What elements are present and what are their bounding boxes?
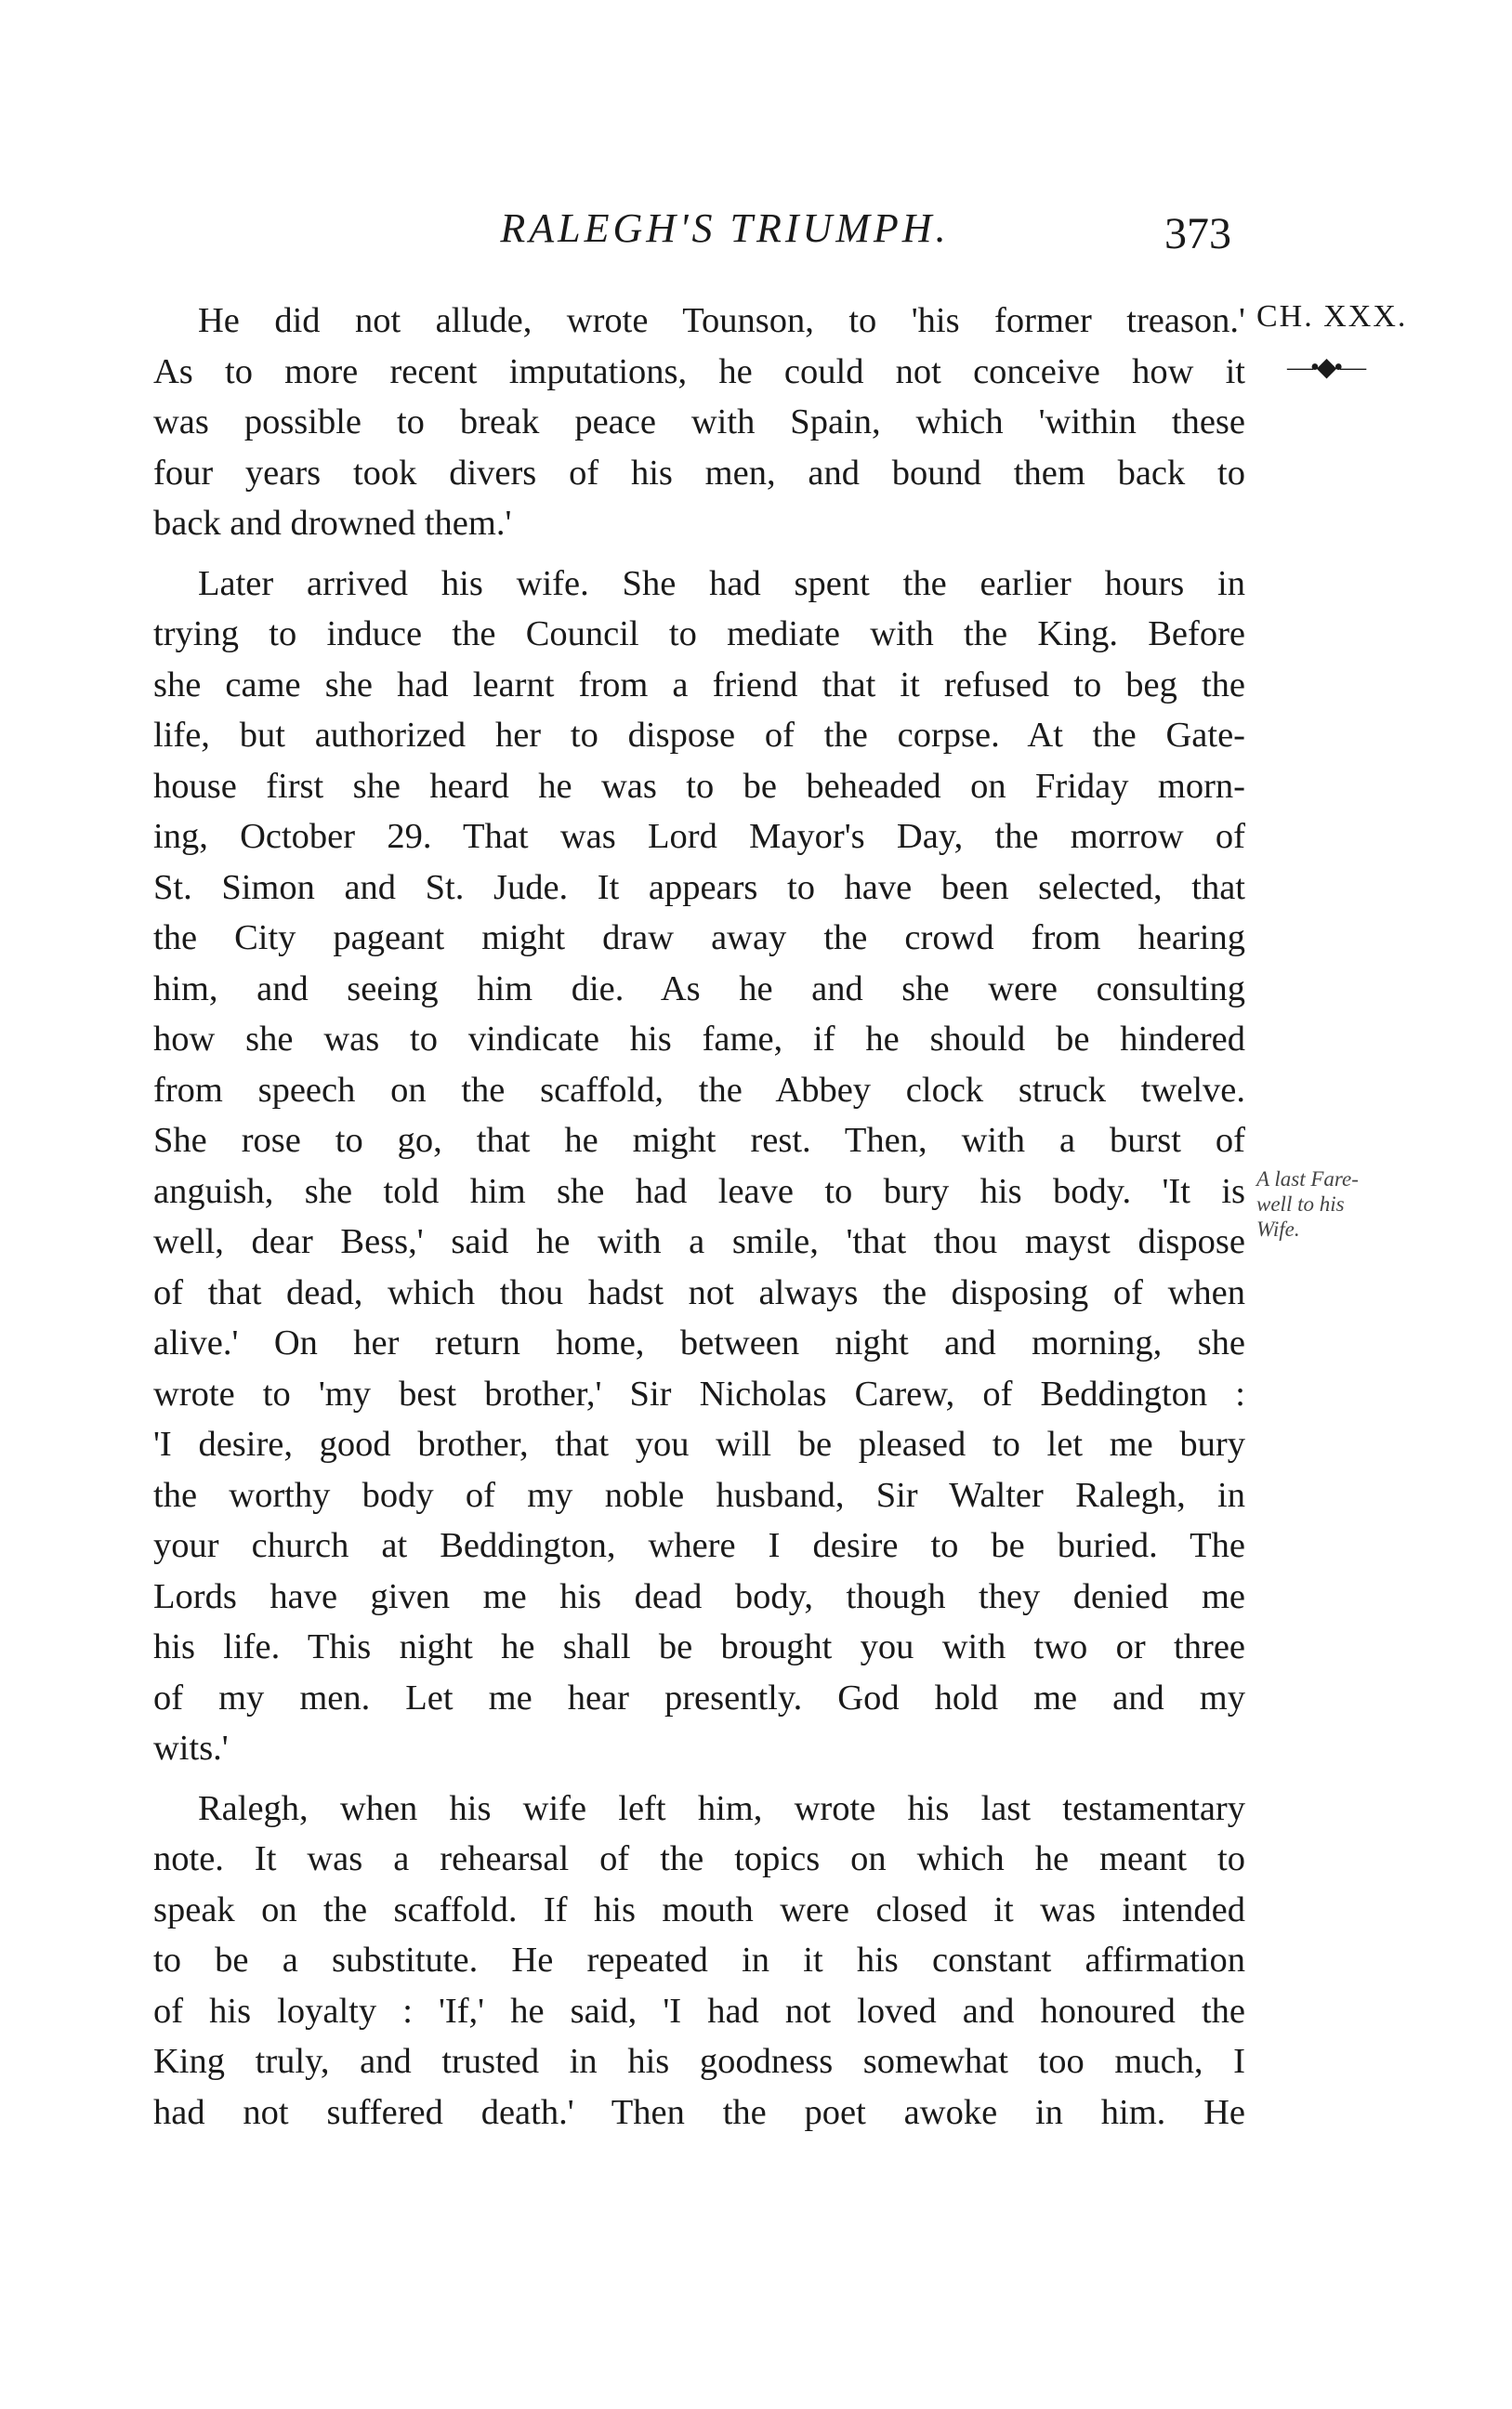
text-line: She rose to go, that he might rest. Then, with a burst of: [153, 1121, 1245, 1160]
text-line: He did not allude, wrote Tounson, to 'his former treason.': [198, 301, 1245, 340]
text-line: note. It was a rehearsal of the topics on which he meant to: [153, 1839, 1245, 1878]
text-line: from speech on the scaffold, the Abbey clock struck twelve.: [153, 1070, 1245, 1110]
ornament-icon: —•◆•—: [1287, 353, 1364, 382]
text-line: anguish, she told him she had leave to bury his body. 'It is: [153, 1171, 1245, 1211]
side-note: [1256, 1166, 1419, 1242]
text-line: of that dead, which thou hadst not always the disposing of when: [153, 1272, 1245, 1312]
text-line: how she was to vindicate his fame, if he should be hindered: [153, 1020, 1245, 1059]
text-line: alive.' On her return home, between night and morning, she: [153, 1323, 1245, 1362]
page-number: 373: [1164, 209, 1231, 258]
text-line: life, but authorized her to dispose of the corpse. At the Gate-: [153, 716, 1245, 755]
running-head: [153, 195, 1241, 260]
text-line: four years took divers of his men, and bound them back to: [153, 453, 1245, 493]
paragraph: [153, 296, 1245, 549]
body-text: [153, 296, 1245, 2138]
side-note-line: Wife.: [1256, 1218, 1300, 1241]
text-line: was possible to break peace with Spain, which 'within these: [153, 402, 1245, 441]
side-note-line: well to his: [1256, 1192, 1345, 1216]
text-line: of his loyalty : 'If,' he said, 'I had not loved and honoured the: [153, 1991, 1245, 2031]
text-line: the worthy body of my noble husband, Sir Walter Ralegh, in: [153, 1475, 1245, 1515]
text-line: trying to induce the Council to mediate with the King. Before: [153, 614, 1245, 653]
text-line: 'I desire, good brother, that you will be pleased to let me bury: [153, 1425, 1245, 1464]
text-line: to be a substitute. He repeated in it his constant affirmation: [153, 1941, 1245, 1980]
paragraph: [153, 1784, 1245, 2139]
side-note-line: A last Fare-: [1256, 1167, 1359, 1191]
text-line: house first she heard he was to be beheaded on Friday morn-: [153, 766, 1245, 806]
paragraph: [153, 559, 1245, 1774]
text-line: Ralegh, when his wife left him, wrote his last testamentary: [198, 1788, 1245, 1828]
text-line: speak on the scaffold. If his mouth were closed it was intended: [153, 1889, 1245, 1929]
text-line: your church at Beddington, where I desire to be buried. The: [153, 1526, 1245, 1565]
text-line: wits.': [153, 1729, 229, 1768]
chapter-marker: CH. XXX.: [1256, 299, 1408, 334]
text-line: back and drowned them.': [153, 504, 512, 543]
running-title: RALEGH'S TRIUMPH.: [500, 205, 950, 251]
text-line: of my men. Let me hear presently. God hold me and my: [153, 1678, 1245, 1718]
text-line: him, and seeing him die. As he and she were consulting: [153, 968, 1245, 1008]
text-line: King truly, and trusted in his goodness somewhat too much, I: [153, 2042, 1245, 2081]
text-line: ing, October 29. That was Lord Mayor's Day, the morrow of: [153, 817, 1245, 856]
text-line: wrote to 'my best brother,' Sir Nicholas Carew, of Beddington :: [153, 1374, 1245, 1414]
text-line: his life. This night he shall be brought you with two or three: [153, 1627, 1245, 1666]
text-line: well, dear Bess,' said he with a smile, 'that thou mayst dispose: [153, 1222, 1245, 1261]
text-line: she came she had learnt from a friend that it refused to beg the: [153, 665, 1245, 704]
text-line: St. Simon and St. Jude. It appears to have been selected, that: [153, 867, 1245, 907]
text-line: had not suffered death.' Then the poet awoke in him. He: [153, 2092, 1245, 2132]
text-line: the City pageant might draw away the crowd from hearing: [153, 918, 1245, 957]
text-line: Later arrived his wife. She had spent the earlier hours in: [198, 563, 1245, 603]
text-line: Lords have given me his dead body, though they denied me: [153, 1576, 1245, 1616]
text-line: As to more recent imputations, he could not conceive how it: [153, 351, 1245, 391]
